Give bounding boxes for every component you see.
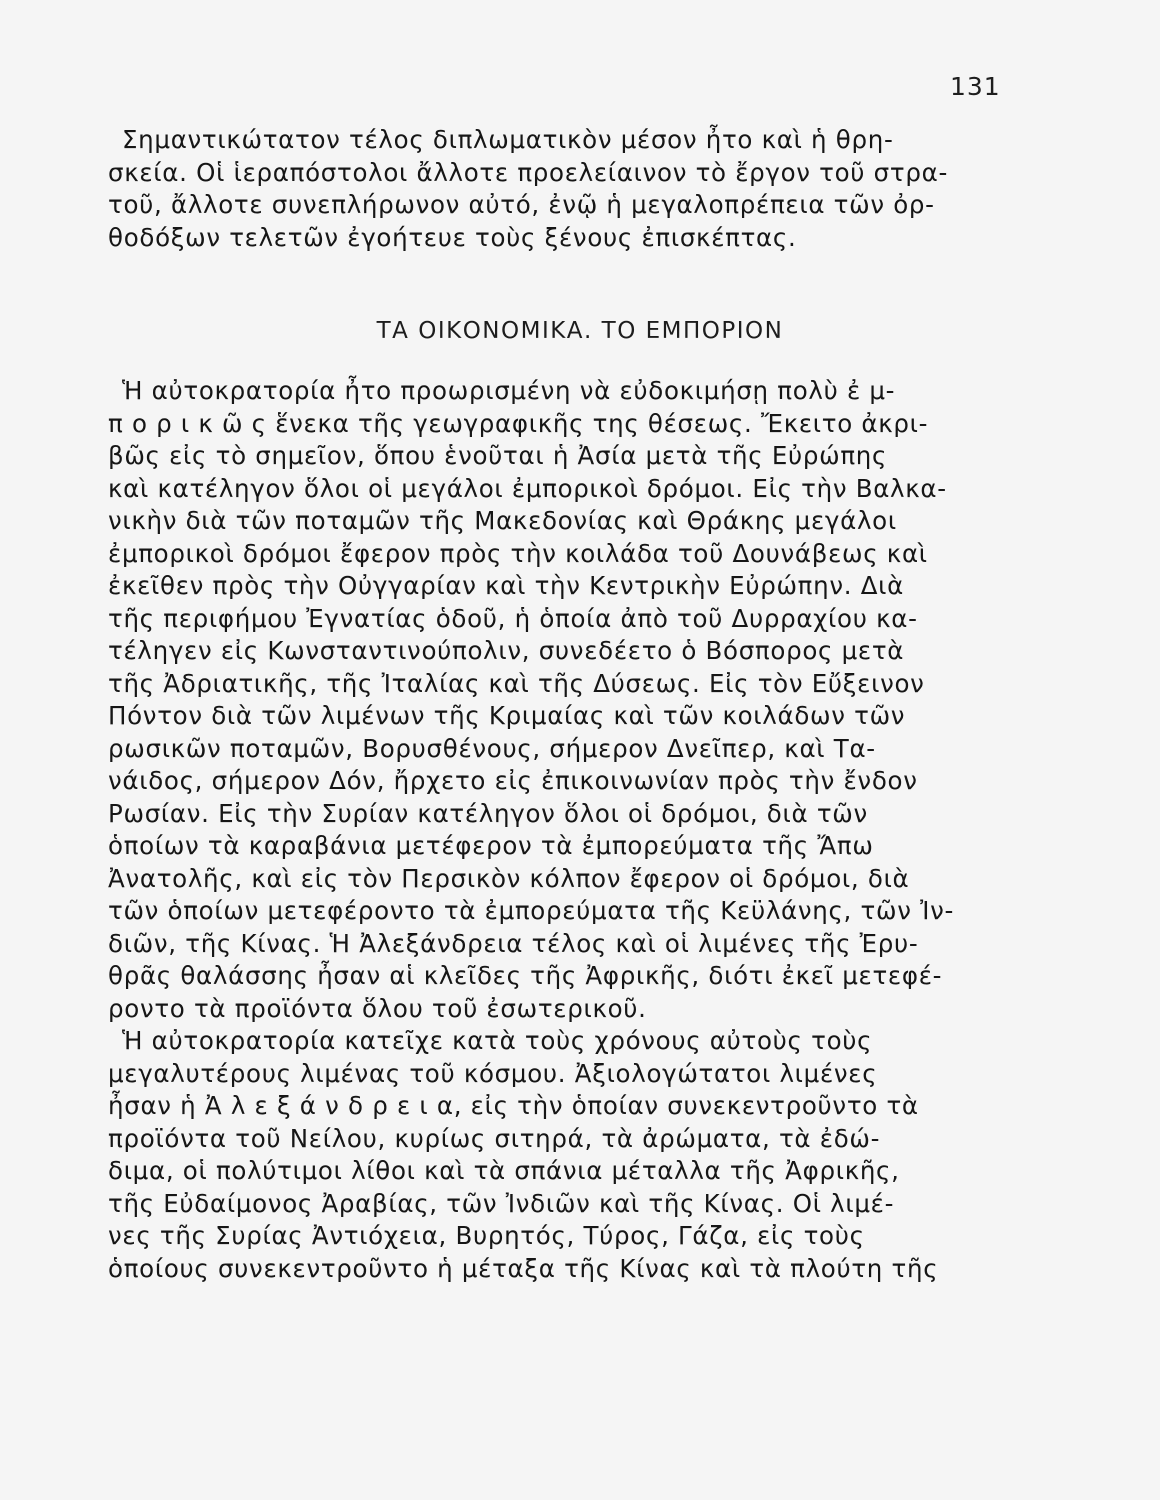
text-line: Ἀνατολῆς, καὶ εἰς τὸν Περσικὸν κόλπον ἔφερον οἱ δρόμοι, διὰ bbox=[108, 863, 910, 893]
text-line: διμα, οἱ πολύτιμοι λίθοι καὶ τὰ σπάνια μέταλλα τῆς Ἀφρικῆς, bbox=[108, 1156, 900, 1185]
text-line: ἐμπορικοὶ δρόμοι ἔφερον πρὸς τὴν κοιλάδα τοῦ Δουνάβεως καὶ bbox=[108, 538, 928, 568]
text-line: νες τῆς Συρίας Ἀντιόχεια, Βυρητός, Τύρος, Γάζα, εἰς τοὺς bbox=[108, 1221, 865, 1250]
section-body bbox=[108, 375, 1004, 1285]
text-line: ροντο τὰ προϊόντα ὅλου τοῦ ἐσωτερικοῦ. bbox=[108, 993, 647, 1023]
text-line: Ρωσίαν. Εἰς τὴν Συρίαν κατέληγον ὅλοι οἱ δρόμοι, διὰ τῶν bbox=[108, 798, 868, 828]
text-line: τῆς Εὐδαίμονος Ἀραβίας, τῶν Ἰνδιῶν καὶ τῆς Κίνας. Οἱ λιμέ- bbox=[108, 1188, 895, 1218]
text-line: προϊόντα τοῦ Νείλου, κυρίως σιτηρά, τὰ ἀρώματα, τὰ ἐδώ- bbox=[108, 1123, 881, 1153]
text-line: ὁποίων τὰ καραβάνια μετέφερον τὰ ἐμπορεύματα τῆς Ἄπω bbox=[108, 831, 874, 860]
text-line: τῆς περιφήμου Ἐγνατίας ὁδοῦ, ἡ ὁποία ἀπὸ τοῦ Δυρραχίου κα- bbox=[108, 603, 918, 633]
text-line: τέληγεν εἰς Κωνσταντινούπολιν, συνεδέετο ὁ Βόσπορος μετὰ bbox=[108, 636, 905, 665]
text-line: καὶ κατέληγον ὅλοι οἱ μεγάλοι ἐμπορικοὶ δρόμοι. Εἰς τὴν Βαλκα- bbox=[108, 473, 947, 503]
text-line: Ἡ αὐτοκρατορία ἦτο προωρισμένη νὰ εὐδοκιμήσῃ πολὺ ἐ μ- bbox=[122, 376, 896, 405]
text-line: Πόντον διὰ τῶν λιμένων τῆς Κριμαίας καὶ τῶν κοιλάδων τῶν bbox=[108, 701, 906, 730]
text-line: τῶν ὁποίων μετεφέροντο τὰ ἐμπορεύματα τῆς Κεϋλάνης, τῶν Ἰν- bbox=[108, 896, 955, 925]
paragraph-religion bbox=[108, 124, 1004, 254]
text-line: νάιδος, σήμερον Δόν, ἤρχετο εἰς ἐπικοινωνίαν πρὸς τὴν ἔνδον bbox=[108, 766, 918, 795]
text-line: ὁποίους συνεκεντροῦντο ἡ μέταξα τῆς Κίνας καὶ τὰ πλούτη τῆς bbox=[108, 1253, 939, 1283]
text-line: θοδόξων τελετῶν ἐγοήτευε τοὺς ξένους ἐπισκέπτας. bbox=[108, 222, 797, 252]
text-line: Ἡ αὐτοκρατορία κατεῖχε κατὰ τοὺς χρόνους αὐτοὺς τοὺς bbox=[122, 1026, 873, 1055]
text-line: διῶν, τῆς Κίνας. Ἡ Ἀλεξάνδρεια τέλος καὶ οἱ λιμένες τῆς Ἐρυ- bbox=[108, 928, 919, 958]
page-number: 131 bbox=[950, 72, 1001, 101]
text-line: τῆς Ἀδριατικῆς, τῆς Ἰταλίας καὶ τῆς Δύσεως. Εἰς τὸν Εὔξεινον bbox=[108, 668, 925, 698]
text-line: σκεία. Οἱ ἱεραπόστολοι ἄλλοτε προελείαινον τὸ ἔργον τοῦ στρα- bbox=[108, 157, 948, 187]
text-line: Σημαντικώτατον τέλος διπλωματικὸν μέσον ἦτο καὶ ἡ θρη- bbox=[122, 125, 894, 154]
text-line: νικὴν διὰ τῶν ποταμῶν τῆς Μακεδονίας καὶ Θράκης μεγάλοι bbox=[108, 506, 897, 535]
text-line: ἦσαν ἡ Ἀ λ ε ξ ά ν δ ρ ε ι α, εἰς τὴν ὁποίαν συνεκεντροῦντο τὰ bbox=[108, 1091, 919, 1120]
text-line: τοῦ, ἄλλοτε συνεπλήρωνον αὐτό, ἐνῷ ἡ μεγαλοπρέπεια τῶν ὀρ- bbox=[108, 190, 935, 219]
section-heading: ΤΑ ΟΙΚΟΝΟΜΙΚΑ. ΤΟ ΕΜΠΟΡΙΟΝ bbox=[376, 318, 784, 344]
text-line: ρωσικῶν ποταμῶν, Βορυσθένους, σήμερον Δνεῖπερ, καὶ Τα- bbox=[108, 733, 876, 763]
text-line: θρᾶς θαλάσσης ἦσαν αἱ κλεῖδες τῆς Ἀφρικῆς, διότι ἐκεῖ μετεφέ- bbox=[108, 961, 943, 990]
text-line: π ο ρ ι κ ῶ ς ἕνεκα τῆς γεωγραφικῆς της θέσεως. Ἔκειτο ἀκρι- bbox=[108, 408, 929, 438]
text-line: ἐκεῖθεν πρὸς τὴν Οὐγγαρίαν καὶ τὴν Κεντρικὴν Εὐρώπην. Διὰ bbox=[108, 571, 905, 600]
text-line: μεγαλυτέρους λιμένας τοῦ κόσμου. Ἀξιολογώτατοι λιμένες bbox=[108, 1058, 878, 1088]
text-line: βῶς εἰς τὸ σημεῖον, ὅπου ἑνοῦται ἡ Ἀσία μετὰ τῆς Εὐρώπης bbox=[108, 441, 888, 470]
